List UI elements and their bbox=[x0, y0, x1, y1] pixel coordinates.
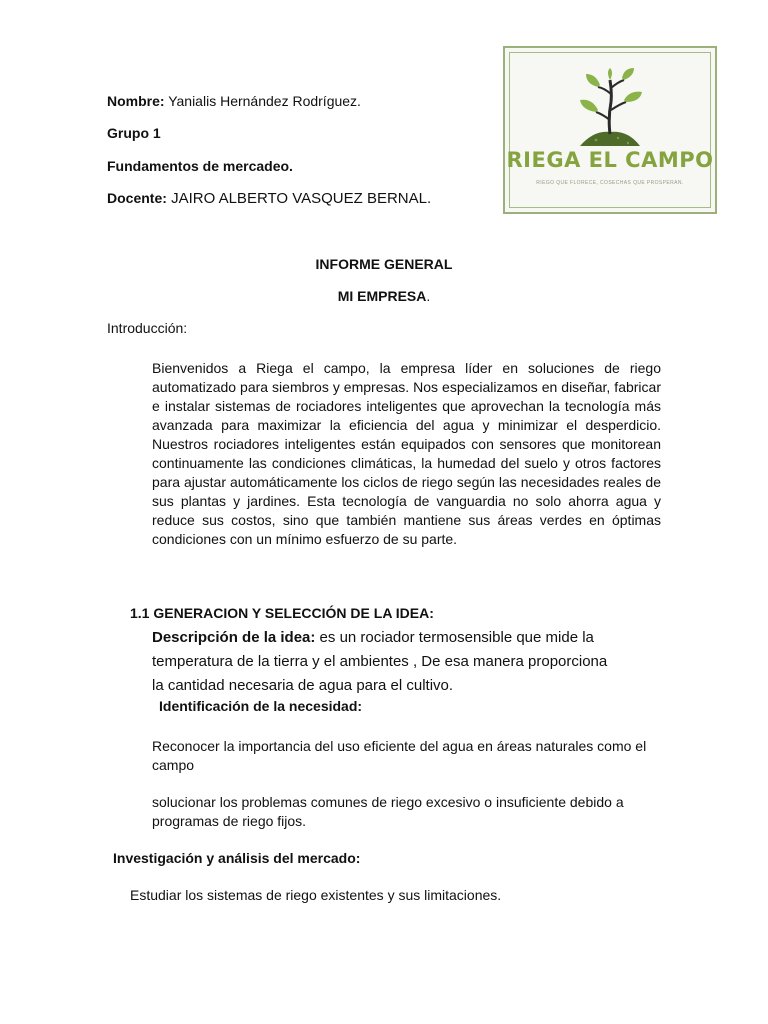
company-logo bbox=[503, 46, 717, 214]
report-title: INFORME GENERAL bbox=[315, 256, 453, 272]
intro-label: Introducción: bbox=[107, 320, 188, 336]
sprout-icon bbox=[574, 68, 646, 148]
logo-tagline: RIEGO QUE FLORECE, COSECHAS QUE PROSPERAN. bbox=[536, 180, 684, 186]
docente-line bbox=[107, 189, 431, 208]
market-heading: Investigación y análisis del mercado: bbox=[113, 850, 361, 866]
docente-value: JAIRO ALBERTO VASQUEZ BERNAL. bbox=[166, 190, 432, 207]
report-subtitle bbox=[0, 287, 768, 305]
need-heading: Identificación de la necesidad: bbox=[159, 698, 363, 714]
logo-title: RIEGA EL CAMPO bbox=[506, 148, 714, 172]
nombre-line bbox=[107, 92, 361, 110]
materia-line: Fundamentos de mercadeo. bbox=[107, 158, 293, 174]
idea-description bbox=[152, 626, 622, 698]
docente-label: Docente: bbox=[107, 190, 167, 206]
grupo-line: Grupo 1 bbox=[107, 125, 161, 141]
idea-description-text: es un rociador termosensible que mide la temperatura de la tierra y el ambientes , De esa manera proporciona la cantidad necesaria de agua para el cultivo. bbox=[152, 629, 608, 694]
market-text: Estudiar los sistemas de riego existentes y sus limitaciones. bbox=[130, 887, 502, 903]
idea-description-label: Descripción de la idea: bbox=[152, 629, 316, 646]
report-subtitle-suffix: . bbox=[426, 288, 431, 304]
report-subtitle-text: MI EMPRESA bbox=[337, 288, 427, 304]
need-paragraph-1: Reconocer la importancia del uso eficiente del agua en áreas naturales como el campo bbox=[152, 738, 647, 773]
section-heading: 1.1 GENERACION Y SELECCIÓN DE LA IDEA: bbox=[130, 605, 434, 621]
need-paragraph-2: solucionar los problemas comunes de riego excesivo o insuficiente debido a programas de riego fijos. bbox=[152, 794, 624, 829]
intro-paragraph: Bienvenidos a Riega el campo, la empresa líder en soluciones de riego automatizado para siembros y empresas. Nos especializamos en diseñar, fabricar e instalar sistemas de rociadores inteligentes que aprovechan la tecnología más avanzada para maximizar la eficiencia del agua y minimizar el desperdicio. Nuestros rociadores inteligentes están equipados con sensores que monitorean continuamente las condiciones climáticas, la humedad del suelo y otros factores para ajustar automáticamente los ciclos de riego según las necesidades reales de sus plantas y jardines. Esta tecnología de vanguardia no solo ahorra agua y reduce sus costos, sino que también mantiene sus áreas verdes en óptimas condiciones con un mínimo esfuerzo de su parte. bbox=[152, 360, 661, 547]
nombre-value: Yanialis Hernández Rodríguez. bbox=[164, 93, 361, 109]
nombre-label: Nombre: bbox=[107, 93, 165, 109]
